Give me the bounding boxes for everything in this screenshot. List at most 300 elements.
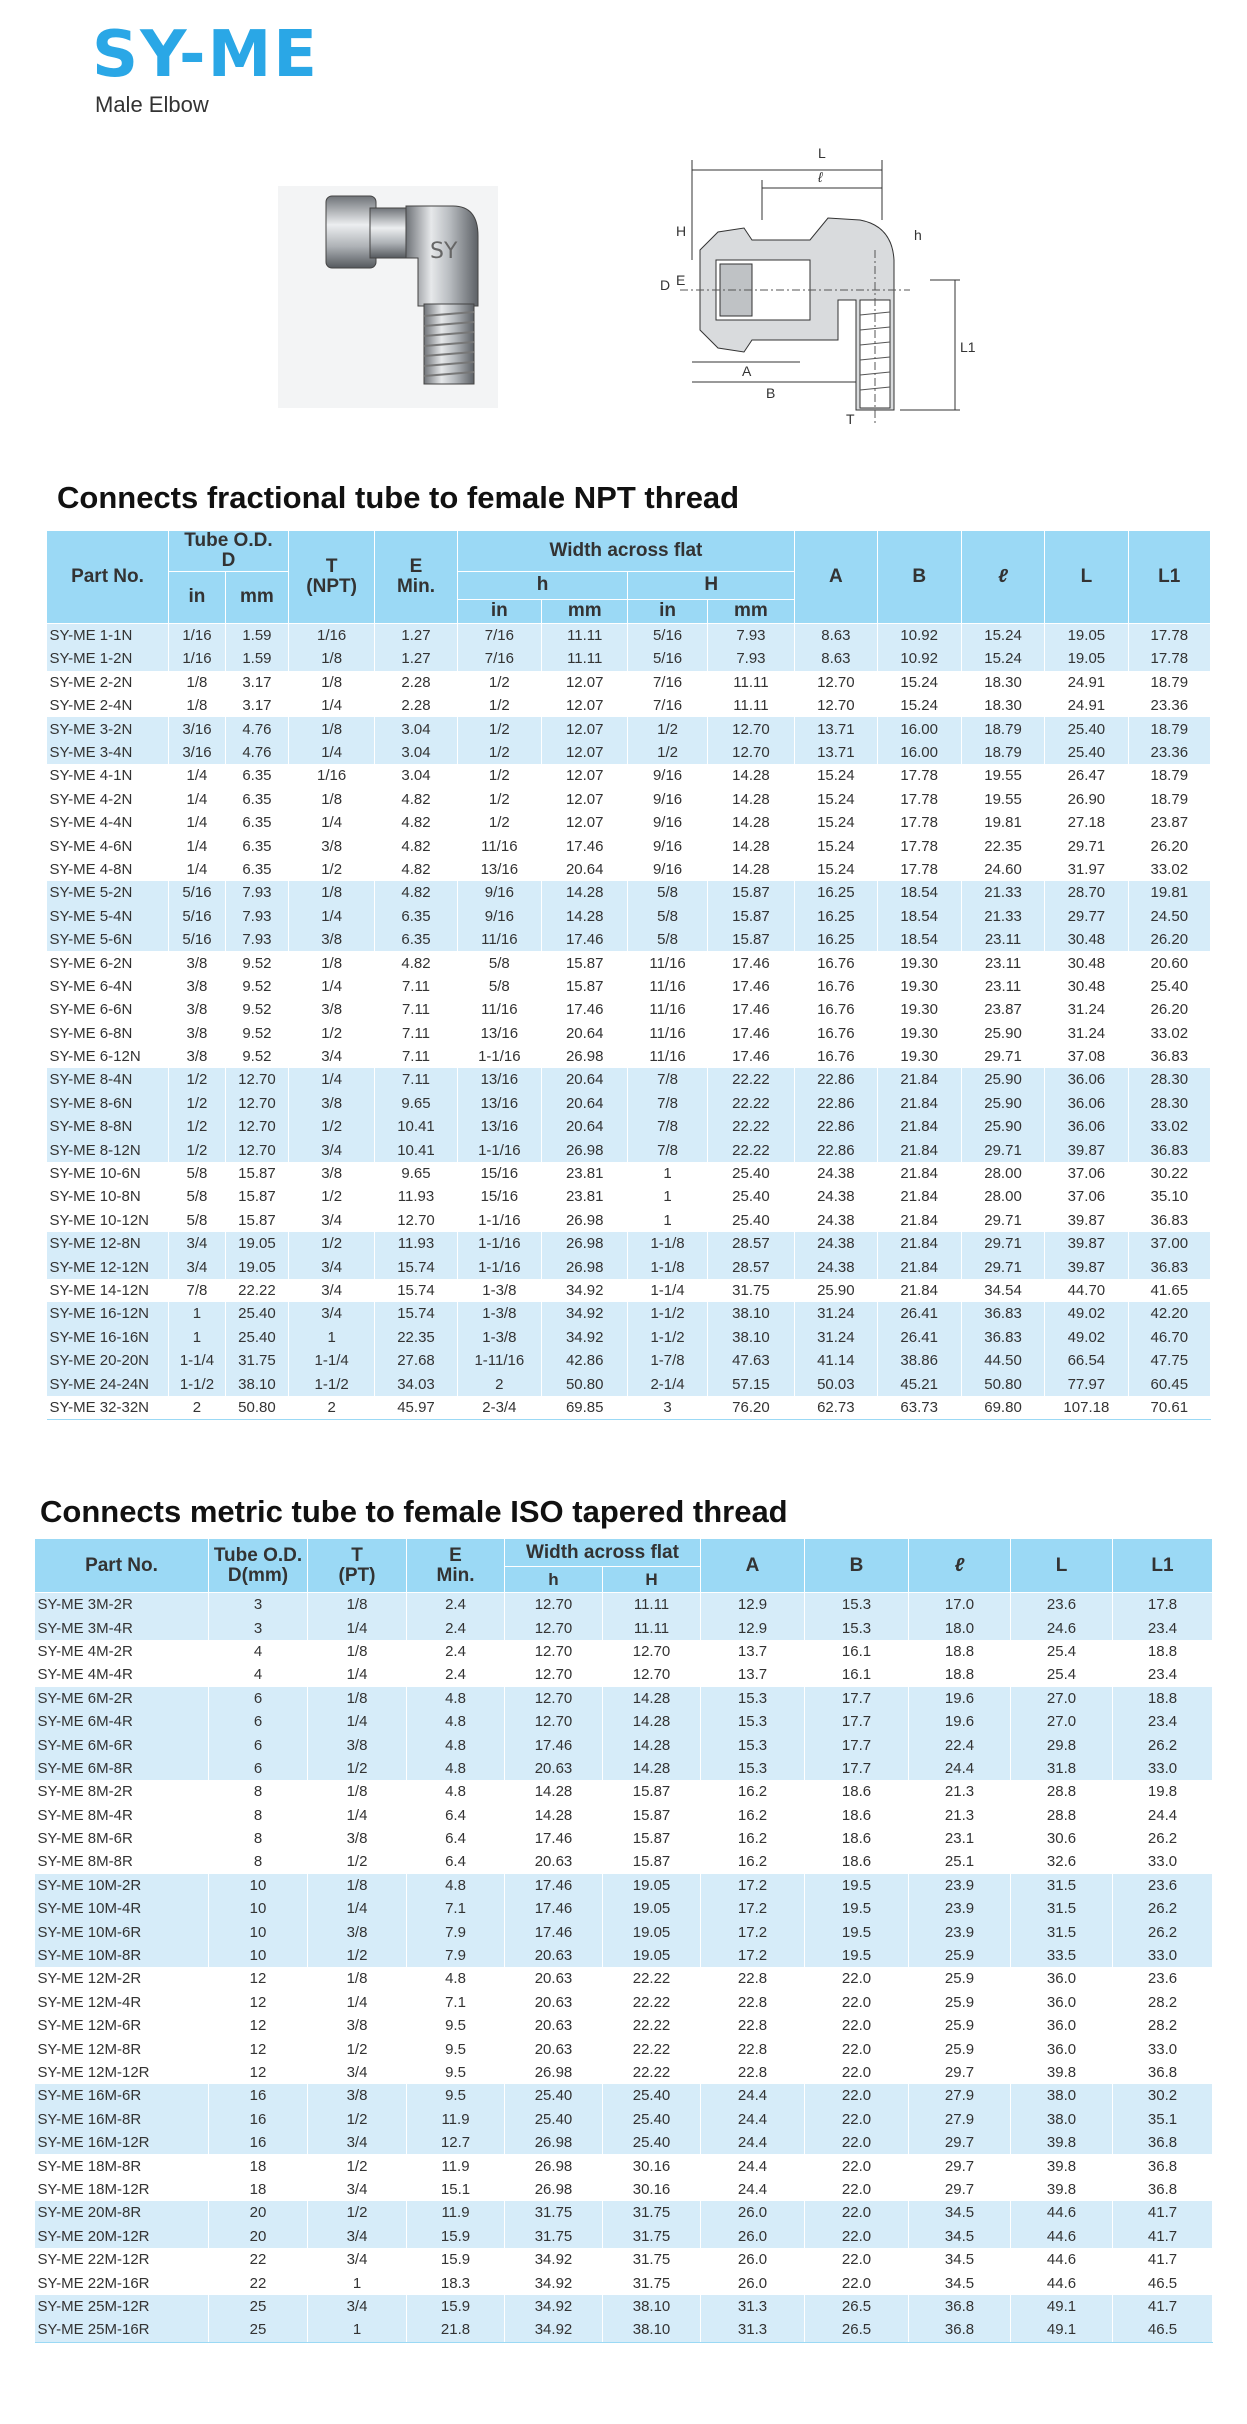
- table-cell: 29.7: [909, 2061, 1011, 2084]
- table-row: [47, 811, 1211, 834]
- table-cell: 1/8: [308, 1874, 407, 1897]
- table-cell: 14.28: [603, 1757, 701, 1780]
- table-cell: 5/8: [628, 905, 707, 928]
- table-cell: 7.11: [375, 1068, 457, 1091]
- table-cell: 13/16: [457, 1022, 541, 1045]
- table-cell: 35.1: [1113, 2108, 1213, 2131]
- table-cell: 1-1/2: [628, 1326, 707, 1349]
- table-cell: 1/8: [288, 881, 374, 904]
- table-cell: 25.90: [961, 1022, 1044, 1045]
- table-cell: 24.91: [1045, 671, 1128, 694]
- table-cell: 1-1/8: [628, 1255, 707, 1278]
- table-cell: 1-1/2: [628, 1302, 707, 1325]
- table-cell: 36.8: [1113, 2061, 1213, 2084]
- table-cell: 10: [209, 1920, 308, 1943]
- table-cell: 6: [209, 1710, 308, 1733]
- table-cell: 24.4: [701, 2131, 805, 2154]
- table-cell: 4.76: [225, 741, 288, 764]
- table-cell: 20.63: [505, 1991, 603, 2014]
- table-cell: 28.57: [707, 1232, 794, 1255]
- table-cell: 22.86: [795, 1068, 877, 1091]
- table-cell: 62.73: [795, 1396, 877, 1420]
- table-cell: 23.4: [1113, 1710, 1213, 1733]
- table-cell: 29.71: [961, 1209, 1044, 1232]
- table-cell: 18.79: [961, 717, 1044, 740]
- table-row: [35, 1757, 1213, 1780]
- table-cell: 1-3/8: [457, 1326, 541, 1349]
- table-cell: 39.8: [1011, 2131, 1113, 2154]
- table-cell: 1/4: [308, 1663, 407, 1686]
- table-row: [47, 1255, 1211, 1278]
- table-cell: 31.75: [707, 1279, 794, 1302]
- table-cell: 31.24: [795, 1302, 877, 1325]
- table-cell: 25.1: [909, 1850, 1011, 1873]
- table-cell: 24.38: [795, 1255, 877, 1278]
- table-cell: 6.4: [407, 1827, 505, 1850]
- table-row: [47, 1022, 1211, 1045]
- table-cell: 33.02: [1128, 1022, 1210, 1045]
- table-cell: 17.7: [805, 1710, 909, 1733]
- table-cell: 3/8: [288, 1092, 374, 1115]
- table-cell: 22: [209, 2271, 308, 2294]
- table-cell: 31.3: [701, 2295, 805, 2318]
- table-cell: 7.9: [407, 1944, 505, 1967]
- table-cell: 26.98: [505, 2154, 603, 2177]
- table-cell: 1-7/8: [628, 1349, 707, 1372]
- table-cell: 19.8: [1113, 1780, 1213, 1803]
- part-number-cell: SY-ME 2-2N: [47, 671, 169, 694]
- table-cell: 13.71: [795, 717, 877, 740]
- table-cell: 21.84: [877, 1115, 961, 1138]
- table-cell: 41.7: [1113, 2295, 1213, 2318]
- table-cell: 1/8: [168, 694, 225, 717]
- table-row: [47, 1092, 1211, 1115]
- table-cell: 1/4: [168, 834, 225, 857]
- table-cell: 22.0: [805, 2084, 909, 2107]
- table-row: [35, 2178, 1213, 2201]
- table-cell: 18.79: [1128, 717, 1210, 740]
- table-cell: 2: [457, 1372, 541, 1395]
- table-cell: 18: [209, 2154, 308, 2177]
- table-cell: 41.7: [1113, 2248, 1213, 2271]
- table-cell: 4.82: [375, 951, 457, 974]
- part-number-cell: SY-ME 12M-4R: [35, 1991, 209, 2014]
- th-e: [375, 531, 457, 624]
- table-cell: 29.7: [909, 2178, 1011, 2201]
- table-cell: 1/4: [308, 1616, 407, 1639]
- table-cell: 5/8: [168, 1209, 225, 1232]
- table-cell: 23.81: [542, 1162, 628, 1185]
- table-cell: 4.82: [375, 881, 457, 904]
- table-cell: 26.0: [701, 2248, 805, 2271]
- table-cell: 17.46: [505, 1920, 603, 1943]
- table-cell: 15.24: [795, 788, 877, 811]
- table-cell: 18.0: [909, 1616, 1011, 1639]
- table-cell: 1/2: [308, 2037, 407, 2060]
- table-cell: 27.68: [375, 1349, 457, 1372]
- table-cell: 16.25: [795, 881, 877, 904]
- table-cell: 3/4: [288, 1279, 374, 1302]
- table-cell: 24.38: [795, 1232, 877, 1255]
- table-cell: 7/16: [628, 671, 707, 694]
- table-cell: 18.6: [805, 1827, 909, 1850]
- table-cell: 4.82: [375, 811, 457, 834]
- table-cell: 12: [209, 2037, 308, 2060]
- table-cell: 15.87: [225, 1185, 288, 1208]
- table-cell: 22.0: [805, 2014, 909, 2037]
- table-row: [35, 2037, 1213, 2060]
- part-number-cell: SY-ME 6-4N: [47, 975, 169, 998]
- table-cell: 10.41: [375, 1138, 457, 1161]
- table-row: [47, 858, 1211, 881]
- table-cell: 25.40: [603, 2131, 701, 2154]
- table-cell: 19.05: [603, 1944, 701, 1967]
- table-cell: 14.28: [707, 834, 794, 857]
- table-cell: 11/16: [457, 998, 541, 1021]
- table-cell: 1/2: [457, 811, 541, 834]
- th-npt-label: (NPT): [306, 575, 357, 597]
- table-cell: 3: [628, 1396, 707, 1420]
- table-cell: 5/16: [628, 647, 707, 670]
- table-cell: 10.92: [877, 623, 961, 647]
- table-cell: 30.16: [603, 2154, 701, 2177]
- part-number-cell: SY-ME 25M-16R: [35, 2318, 209, 2342]
- table-cell: 7.11: [375, 998, 457, 1021]
- part-number-cell: SY-ME 6M-4R: [35, 1710, 209, 1733]
- table-cell: 25.40: [1045, 717, 1128, 740]
- table-cell: 15.3: [805, 1593, 909, 1617]
- table-cell: 3/4: [288, 1045, 374, 1068]
- table-cell: 14.28: [707, 788, 794, 811]
- table-cell: 11.11: [542, 647, 628, 670]
- table-cell: 1/8: [288, 717, 374, 740]
- table-row: [47, 1396, 1211, 1420]
- table-cell: 17.7: [805, 1757, 909, 1780]
- table-cell: 24.4: [701, 2178, 805, 2201]
- th-l1: L1: [1128, 531, 1210, 624]
- table-row: [35, 1780, 1213, 1803]
- table-row: [35, 1733, 1213, 1756]
- table-cell: 15.24: [961, 623, 1044, 647]
- table-cell: 26.98: [505, 2131, 603, 2154]
- table-cell: 20.63: [505, 1850, 603, 1873]
- table-cell: 38.10: [603, 2318, 701, 2342]
- table-cell: 25.9: [909, 1944, 1011, 1967]
- table-cell: 15.74: [375, 1279, 457, 1302]
- table-cell: 26.98: [542, 1232, 628, 1255]
- table-cell: 26.98: [505, 2178, 603, 2201]
- table-row: [47, 1232, 1211, 1255]
- table-cell: 6.35: [225, 811, 288, 834]
- table-cell: 22.86: [795, 1138, 877, 1161]
- table-cell: 25.9: [909, 1967, 1011, 1990]
- table-row: [35, 1710, 1213, 1733]
- table-cell: 22.0: [805, 2131, 909, 2154]
- table-cell: 8: [209, 1827, 308, 1850]
- part-number-cell: SY-ME 8-6N: [47, 1092, 169, 1115]
- table-row: [47, 928, 1211, 951]
- table-cell: 28.8: [1011, 1780, 1113, 1803]
- table-cell: 1/2: [288, 1115, 374, 1138]
- th2-d-mm-label: D(mm): [227, 1564, 289, 1586]
- table-cell: 19.81: [961, 811, 1044, 834]
- table-cell: 12.9: [701, 1616, 805, 1639]
- table-cell: 26.0: [701, 2201, 805, 2224]
- table-cell: 31.24: [1045, 1022, 1128, 1045]
- table-cell: 14.28: [707, 764, 794, 787]
- table-cell: 1/2: [457, 694, 541, 717]
- brand-logo: SY-ME: [92, 18, 319, 92]
- table-row: [47, 1349, 1211, 1372]
- table-cell: 14.28: [603, 1710, 701, 1733]
- table-cell: 49.1: [1011, 2318, 1113, 2342]
- table-cell: 3/4: [308, 2061, 407, 2084]
- table-cell: 22.0: [805, 2201, 909, 2224]
- table-row: [47, 834, 1211, 857]
- table-cell: 5/8: [628, 881, 707, 904]
- part-number-cell: SY-ME 6-12N: [47, 1045, 169, 1068]
- table-cell: 29.7: [909, 2131, 1011, 2154]
- table-cell: 18.79: [1128, 788, 1210, 811]
- table-cell: 3/4: [288, 1255, 374, 1278]
- table-cell: 25.40: [225, 1302, 288, 1325]
- table-cell: 22.8: [701, 1967, 805, 1990]
- table-cell: 33.02: [1128, 858, 1210, 881]
- table-cell: 22.0: [805, 2154, 909, 2177]
- table-cell: 36.83: [1128, 1255, 1210, 1278]
- table-cell: 17.78: [877, 788, 961, 811]
- table-cell: 6: [209, 1733, 308, 1756]
- table-cell: 12.70: [505, 1616, 603, 1639]
- table-cell: 31.75: [505, 2201, 603, 2224]
- table-cell: 26.47: [1045, 764, 1128, 787]
- table-row: [35, 2271, 1213, 2294]
- table-cell: 25: [209, 2318, 308, 2342]
- table-cell: 1/4: [168, 858, 225, 881]
- table-cell: 11/16: [628, 998, 707, 1021]
- table-cell: 9/16: [628, 788, 707, 811]
- table-cell: 3.17: [225, 694, 288, 717]
- table-cell: 22.4: [909, 1733, 1011, 1756]
- table-cell: 1/2: [168, 1092, 225, 1115]
- table-cell: 1/4: [288, 694, 374, 717]
- table-cell: 31.8: [1011, 1757, 1113, 1780]
- table-row: [35, 1640, 1213, 1663]
- table-row: [35, 2014, 1213, 2037]
- table-cell: 22.8: [701, 2037, 805, 2060]
- table-cell: 17.46: [707, 1022, 794, 1045]
- th-in-d: in: [168, 571, 225, 623]
- table-cell: 36.06: [1045, 1068, 1128, 1091]
- th-mm-d: mm: [225, 571, 288, 623]
- table-cell: 12.70: [795, 671, 877, 694]
- table-cell: 5/8: [168, 1162, 225, 1185]
- table-row: [35, 2131, 1213, 2154]
- table-cell: 44.6: [1011, 2248, 1113, 2271]
- table-cell: 25.40: [225, 1326, 288, 1349]
- table-cell: 25.40: [603, 2084, 701, 2107]
- table-cell: 3/8: [168, 1045, 225, 1068]
- table-cell: 1-1/16: [457, 1209, 541, 1232]
- table-cell: 12: [209, 2014, 308, 2037]
- table-cell: 1/4: [168, 811, 225, 834]
- table-cell: 1/2: [457, 717, 541, 740]
- table-cell: 22.22: [225, 1279, 288, 1302]
- table-row: [35, 1804, 1213, 1827]
- technical-drawing: [660, 140, 980, 430]
- table-cell: 21.84: [877, 1255, 961, 1278]
- table-cell: 7.93: [225, 881, 288, 904]
- th2-h-small: h: [505, 1567, 603, 1593]
- part-number-cell: SY-ME 16-16N: [47, 1326, 169, 1349]
- table-cell: 69.80: [961, 1396, 1044, 1420]
- table-cell: 16.00: [877, 717, 961, 740]
- table-cell: 12.70: [505, 1640, 603, 1663]
- th2-e-label: E: [449, 1544, 462, 1566]
- table-cell: 1/2: [457, 764, 541, 787]
- table-cell: 12.70: [505, 1710, 603, 1733]
- th2-t-label: T: [351, 1544, 363, 1566]
- table-cell: 50.03: [795, 1372, 877, 1395]
- table-cell: 26.20: [1128, 834, 1210, 857]
- part-number-cell: SY-ME 18M-8R: [35, 2154, 209, 2177]
- table-cell: 41.14: [795, 1349, 877, 1372]
- table-cell: 12.70: [505, 1687, 603, 1710]
- table-cell: 24.4: [1113, 1804, 1213, 1827]
- table-row: [47, 1068, 1211, 1091]
- table-cell: 36.8: [1113, 2131, 1213, 2154]
- table-cell: 69.85: [542, 1396, 628, 1420]
- table-cell: 16.00: [877, 741, 961, 764]
- table-cell: 32.6: [1011, 1850, 1113, 1873]
- table-cell: 31.5: [1011, 1920, 1113, 1943]
- table-cell: 4.8: [407, 1687, 505, 1710]
- part-number-cell: SY-ME 12-12N: [47, 1255, 169, 1278]
- part-number-cell: SY-ME 6-6N: [47, 998, 169, 1021]
- table-cell: 7/16: [457, 647, 541, 670]
- table-cell: 34.5: [909, 2225, 1011, 2248]
- th2-a: A: [701, 1539, 805, 1593]
- table-cell: 1-1/8: [628, 1232, 707, 1255]
- table-cell: 1/16: [288, 764, 374, 787]
- th-tube-od-label: Tube O.D.: [184, 530, 273, 551]
- table-cell: 26.41: [877, 1326, 961, 1349]
- table-cell: 16.2: [701, 1850, 805, 1873]
- table-cell: 15.87: [542, 975, 628, 998]
- table-cell: 15.24: [877, 671, 961, 694]
- table-cell: 11.93: [375, 1232, 457, 1255]
- table-cell: 25.40: [505, 2108, 603, 2131]
- table-cell: 25.40: [707, 1209, 794, 1232]
- table-cell: 9/16: [457, 881, 541, 904]
- table-cell: 3/8: [168, 998, 225, 1021]
- table-cell: 19.05: [1045, 647, 1128, 670]
- part-number-cell: SY-ME 10M-8R: [35, 1944, 209, 1967]
- table-cell: 28.57: [707, 1255, 794, 1278]
- table-row: [35, 1967, 1213, 1990]
- table-cell: 1-1/16: [457, 1255, 541, 1278]
- table-cell: 22: [209, 2248, 308, 2271]
- table-cell: 1.27: [375, 623, 457, 647]
- part-number-cell: SY-ME 10M-4R: [35, 1897, 209, 1920]
- table-cell: 23.11: [961, 951, 1044, 974]
- table-cell: 25.90: [961, 1068, 1044, 1091]
- table-cell: 28.30: [1128, 1092, 1210, 1115]
- table-cell: 17.7: [805, 1733, 909, 1756]
- table-row: [47, 788, 1211, 811]
- table-cell: 19.30: [877, 975, 961, 998]
- table-cell: 4.8: [407, 1733, 505, 1756]
- table-cell: 34.5: [909, 2271, 1011, 2294]
- table-row: [47, 1138, 1211, 1161]
- part-number-cell: SY-ME 5-6N: [47, 928, 169, 951]
- table-cell: 10.41: [375, 1115, 457, 1138]
- dim-E-label: E: [676, 272, 686, 288]
- part-number-cell: SY-ME 3M-2R: [35, 1593, 209, 1617]
- part-number-cell: SY-ME 16M-6R: [35, 2084, 209, 2107]
- table-cell: 9.5: [407, 2014, 505, 2037]
- table-cell: 12: [209, 1991, 308, 2014]
- table-cell: 45.21: [877, 1372, 961, 1395]
- th2-t: [308, 1539, 407, 1593]
- table-cell: 4.82: [375, 858, 457, 881]
- table-cell: 11/16: [628, 1045, 707, 1068]
- table-cell: 12.70: [505, 1663, 603, 1686]
- table-cell: 20.64: [542, 1022, 628, 1045]
- table-cell: 18.8: [909, 1640, 1011, 1663]
- table-cell: 19.05: [603, 1874, 701, 1897]
- table-cell: 20.64: [542, 1115, 628, 1138]
- part-number-cell: SY-ME 8-8N: [47, 1115, 169, 1138]
- table-cell: 22.0: [805, 2248, 909, 2271]
- table-row: [35, 2084, 1213, 2107]
- table-cell: 11/16: [457, 928, 541, 951]
- table-cell: 15.74: [375, 1255, 457, 1278]
- table-cell: 63.73: [877, 1396, 961, 1420]
- table-cell: 1/8: [308, 1780, 407, 1803]
- table-cell: 11.9: [407, 2108, 505, 2131]
- table-cell: 24.4: [701, 2154, 805, 2177]
- table-cell: 30.6: [1011, 1827, 1113, 1850]
- table-cell: 31.5: [1011, 1874, 1113, 1897]
- part-number-cell: SY-ME 10-8N: [47, 1185, 169, 1208]
- table-cell: 31.24: [1045, 998, 1128, 1021]
- table-cell: 12.9: [701, 1593, 805, 1617]
- table-cell: 27.0: [1011, 1710, 1113, 1733]
- table-cell: 6.4: [407, 1804, 505, 1827]
- part-number-cell: SY-ME 24-24N: [47, 1372, 169, 1395]
- table-cell: 1/8: [288, 951, 374, 974]
- table-cell: 7.1: [407, 1897, 505, 1920]
- table-cell: 4.76: [225, 717, 288, 740]
- table-cell: 23.9: [909, 1897, 1011, 1920]
- table-cell: 22.22: [707, 1068, 794, 1091]
- part-number-cell: SY-ME 18M-12R: [35, 2178, 209, 2201]
- table-cell: 21.84: [877, 1138, 961, 1161]
- table-cell: 2.28: [375, 694, 457, 717]
- table-cell: 24.91: [1045, 694, 1128, 717]
- table-cell: 11/16: [628, 951, 707, 974]
- table-cell: 20.60: [1128, 951, 1210, 974]
- table-cell: 3/4: [308, 2248, 407, 2271]
- table-cell: 70.61: [1128, 1396, 1210, 1420]
- table-cell: 33.0: [1113, 1850, 1213, 1873]
- table-cell: 24.6: [1011, 1616, 1113, 1639]
- part-number-cell: SY-ME 8-12N: [47, 1138, 169, 1161]
- table-cell: 17.7: [805, 1687, 909, 1710]
- part-number-cell: SY-ME 6-2N: [47, 951, 169, 974]
- table-cell: 19.05: [603, 1920, 701, 1943]
